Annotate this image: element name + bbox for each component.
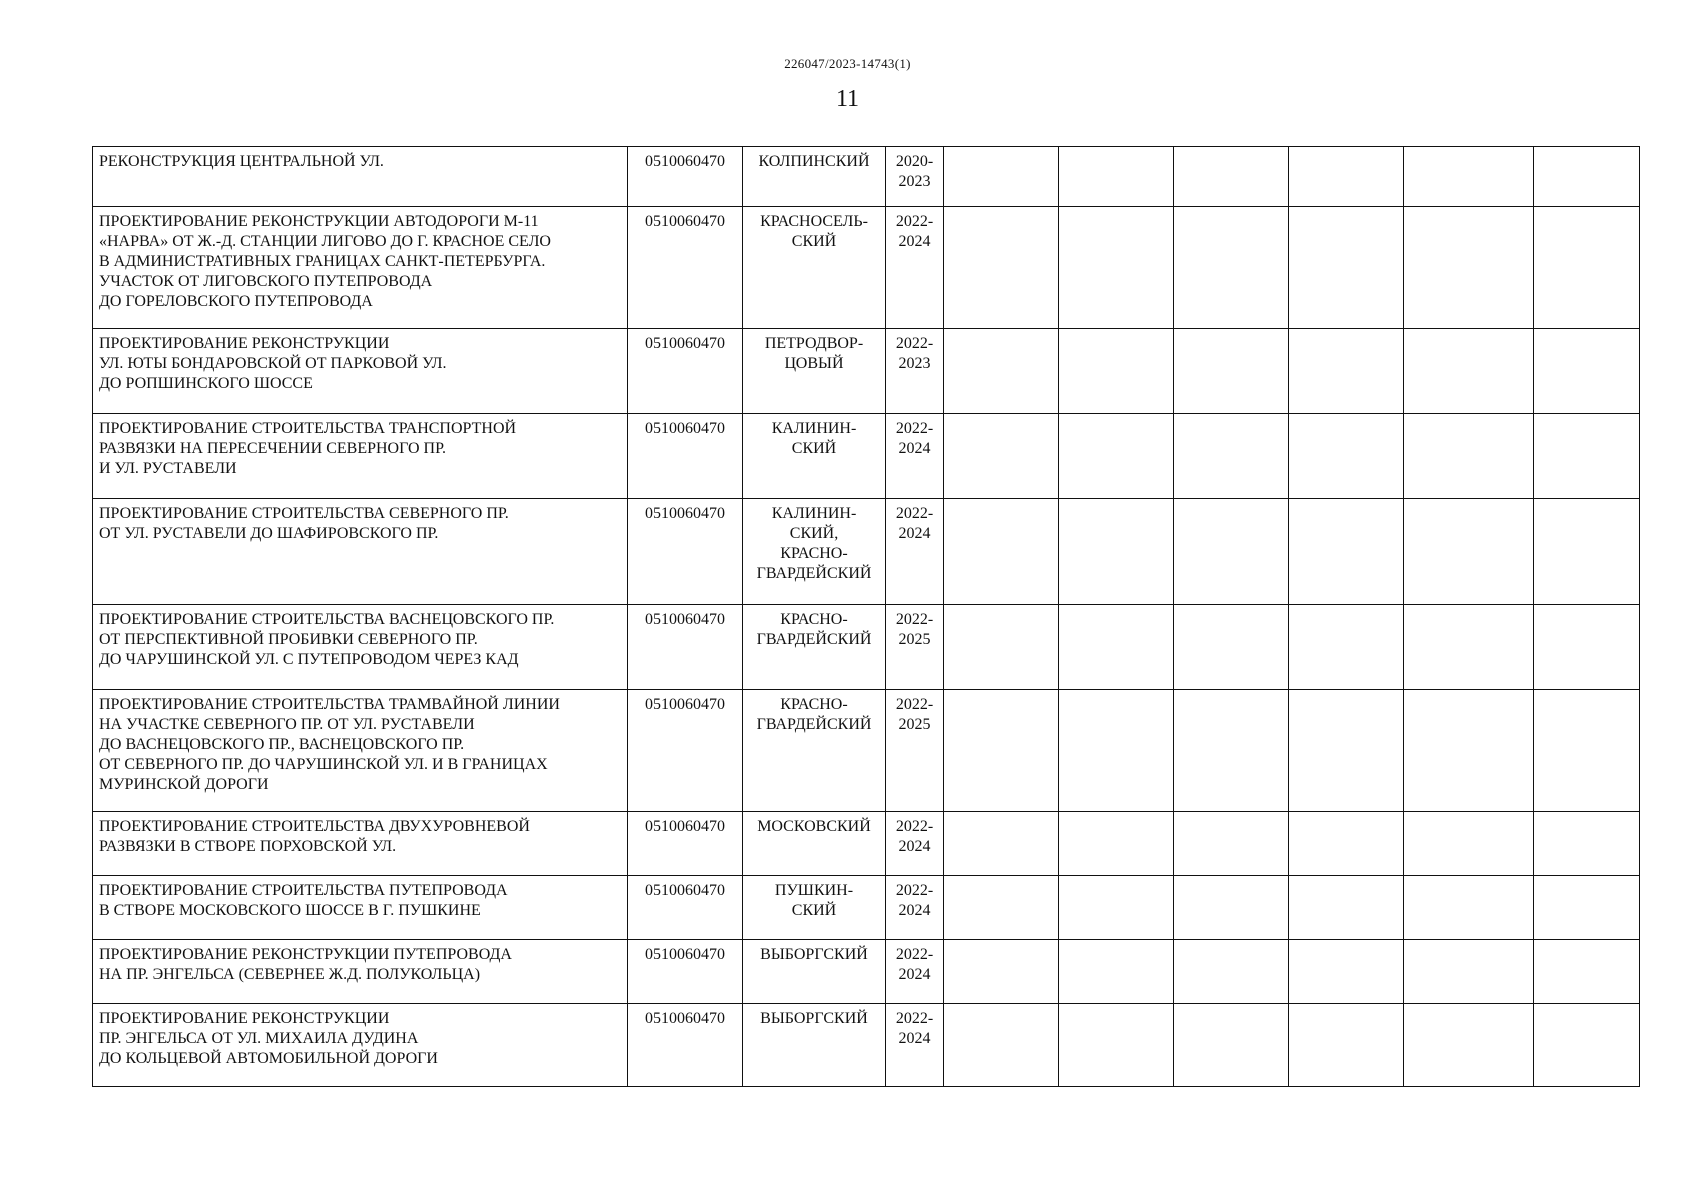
budget-code-cell: 0510060470 [628, 690, 743, 812]
empty-value-cell [1404, 940, 1534, 1004]
empty-value-cell [1289, 1004, 1404, 1087]
empty-value-cell [944, 329, 1059, 414]
projects-table [92, 146, 1640, 1087]
project-name-cell: ПРОЕКТИРОВАНИЕ СТРОИТЕЛЬСТВА ТРАНСПОРТНОЙ РАЗВЯЗКИ НА ПЕРЕСЕЧЕНИИ СЕВЕРНОГО ПР. И УЛ. РУСТАВЕЛИ [93, 414, 628, 499]
empty-value-cell [944, 147, 1059, 207]
empty-value-cell [1174, 147, 1289, 207]
period-cell: 2022- 2025 [886, 605, 944, 690]
project-name-cell: ПРОЕКТИРОВАНИЕ СТРОИТЕЛЬСТВА ВАСНЕЦОВСКОГО ПР. ОТ ПЕРСПЕКТИВНОЙ ПРОБИВКИ СЕВЕРНОГО ПР. ДО ЧАРУШИНСКОЙ УЛ. С ПУТЕПРОВОДОМ ЧЕРЕЗ КАД [93, 605, 628, 690]
district-cell: КАЛИНИН- СКИЙ [743, 414, 886, 499]
empty-value-cell [1404, 414, 1534, 499]
empty-value-cell [1174, 940, 1289, 1004]
empty-value-cell [944, 414, 1059, 499]
empty-value-cell [1059, 147, 1174, 207]
empty-value-cell [1289, 605, 1404, 690]
empty-value-cell [1059, 605, 1174, 690]
empty-value-cell [1289, 207, 1404, 329]
budget-code-cell: 0510060470 [628, 940, 743, 1004]
empty-value-cell [1534, 329, 1640, 414]
budget-code-cell: 0510060470 [628, 499, 743, 605]
empty-value-cell [1404, 812, 1534, 876]
project-name-cell: ПРОЕКТИРОВАНИЕ СТРОИТЕЛЬСТВА ПУТЕПРОВОДА В СТВОРЕ МОСКОВСКОГО ШОССЕ В Г. ПУШКИНЕ [93, 876, 628, 940]
empty-value-cell [1059, 876, 1174, 940]
district-cell: КРАСНО- ГВАРДЕЙСКИЙ [743, 605, 886, 690]
empty-value-cell [1289, 940, 1404, 1004]
table-row [93, 414, 1640, 499]
empty-value-cell [1059, 207, 1174, 329]
period-cell: 2022- 2024 [886, 940, 944, 1004]
budget-code-cell: 0510060470 [628, 605, 743, 690]
empty-value-cell [1289, 812, 1404, 876]
empty-value-cell [1404, 1004, 1534, 1087]
empty-value-cell [1534, 1004, 1640, 1087]
district-cell: ВЫБОРГСКИЙ [743, 940, 886, 1004]
empty-value-cell [1534, 207, 1640, 329]
empty-value-cell [1534, 876, 1640, 940]
table-row [93, 207, 1640, 329]
empty-value-cell [1534, 940, 1640, 1004]
empty-value-cell [1289, 414, 1404, 499]
project-name-cell: ПРОЕКТИРОВАНИЕ СТРОИТЕЛЬСТВА ДВУХУРОВНЕВОЙ РАЗВЯЗКИ В СТВОРЕ ПОРХОВСКОЙ УЛ. [93, 812, 628, 876]
empty-value-cell [1174, 414, 1289, 499]
budget-code-cell: 0510060470 [628, 876, 743, 940]
empty-value-cell [944, 940, 1059, 1004]
empty-value-cell [1174, 499, 1289, 605]
district-cell: ПУШКИН- СКИЙ [743, 876, 886, 940]
empty-value-cell [1534, 147, 1640, 207]
empty-value-cell [944, 499, 1059, 605]
budget-code-cell: 0510060470 [628, 207, 743, 329]
period-cell: 2022- 2024 [886, 812, 944, 876]
empty-value-cell [944, 605, 1059, 690]
district-cell: КОЛПИНСКИЙ [743, 147, 886, 207]
budget-code-cell: 0510060470 [628, 812, 743, 876]
period-cell: 2022- 2024 [886, 499, 944, 605]
empty-value-cell [1059, 1004, 1174, 1087]
project-name-cell: ПРОЕКТИРОВАНИЕ РЕКОНСТРУКЦИИ АВТОДОРОГИ М-11 «НАРВА» ОТ Ж.-Д. СТАНЦИИ ЛИГОВО ДО Г. КРАСНОЕ СЕЛО В АДМИНИСТРАТИВНЫХ ГРАНИЦАХ САНКТ-ПЕТЕРБУРГА. УЧАСТОК ОТ ЛИГОВСКОГО ПУТЕПРОВОДА ДО ГОРЕЛОВСКОГО ПУТЕПРОВОДА [93, 207, 628, 329]
empty-value-cell [1534, 499, 1640, 605]
budget-code-cell: 0510060470 [628, 1004, 743, 1087]
empty-value-cell [1174, 876, 1289, 940]
document-registration-number: 226047/2023-14743(1) [784, 56, 911, 71]
empty-value-cell [1289, 690, 1404, 812]
period-cell: 2022- 2024 [886, 876, 944, 940]
table-row [93, 812, 1640, 876]
budget-code-cell: 0510060470 [628, 329, 743, 414]
district-cell: ПЕТРОДВОР- ЦОВЫЙ [743, 329, 886, 414]
empty-value-cell [1534, 812, 1640, 876]
empty-value-cell [1534, 690, 1640, 812]
empty-value-cell [1404, 329, 1534, 414]
empty-value-cell [944, 1004, 1059, 1087]
project-name-cell: ПРОЕКТИРОВАНИЕ РЕКОНСТРУКЦИИ ПР. ЭНГЕЛЬСА ОТ УЛ. МИХАИЛА ДУДИНА ДО КОЛЬЦЕВОЙ АВТОМОБИЛЬНОЙ ДОРОГИ [93, 1004, 628, 1087]
table-row [93, 499, 1640, 605]
period-cell: 2022- 2024 [886, 1004, 944, 1087]
project-name-cell: ПРОЕКТИРОВАНИЕ РЕКОНСТРУКЦИИ УЛ. ЮТЫ БОНДАРОВСКОЙ ОТ ПАРКОВОЙ УЛ. ДО РОПШИНСКОГО ШОССЕ [93, 329, 628, 414]
period-cell: 2020- 2023 [886, 147, 944, 207]
empty-value-cell [944, 207, 1059, 329]
table-row [93, 690, 1640, 812]
period-cell: 2022- 2025 [886, 690, 944, 812]
empty-value-cell [1174, 690, 1289, 812]
empty-value-cell [1289, 329, 1404, 414]
table-body [93, 147, 1640, 1087]
empty-value-cell [1289, 876, 1404, 940]
table-row [93, 940, 1640, 1004]
empty-value-cell [1059, 499, 1174, 605]
empty-value-cell [1404, 690, 1534, 812]
empty-value-cell [1174, 812, 1289, 876]
project-name-cell: РЕКОНСТРУКЦИЯ ЦЕНТРАЛЬНОЙ УЛ. [93, 147, 628, 207]
empty-value-cell [944, 876, 1059, 940]
empty-value-cell [1534, 414, 1640, 499]
period-cell: 2022- 2024 [886, 414, 944, 499]
table-row [93, 1004, 1640, 1087]
project-name-cell: ПРОЕКТИРОВАНИЕ СТРОИТЕЛЬСТВА ТРАМВАЙНОЙ ЛИНИИ НА УЧАСТКЕ СЕВЕРНОГО ПР. ОТ УЛ. РУСТАВЕЛИ ДО ВАСНЕЦОВСКОГО ПР., ВАСНЕЦОВСКОГО ПР. ОТ СЕВЕРНОГО ПР. ДО ЧАРУШИНСКОЙ УЛ. И В ГРАНИЦАХ МУРИНСКОЙ ДОРОГИ [93, 690, 628, 812]
table-row [93, 329, 1640, 414]
empty-value-cell [1404, 605, 1534, 690]
empty-value-cell [1404, 499, 1534, 605]
empty-value-cell [1404, 876, 1534, 940]
project-name-cell: ПРОЕКТИРОВАНИЕ СТРОИТЕЛЬСТВА СЕВЕРНОГО ПР. ОТ УЛ. РУСТАВЕЛИ ДО ШАФИРОВСКОГО ПР. [93, 499, 628, 605]
table-row [93, 147, 1640, 207]
empty-value-cell [1404, 147, 1534, 207]
district-cell: КРАСНОСЕЛЬ- СКИЙ [743, 207, 886, 329]
empty-value-cell [1174, 207, 1289, 329]
empty-value-cell [944, 690, 1059, 812]
table-row [93, 605, 1640, 690]
empty-value-cell [1289, 147, 1404, 207]
empty-value-cell [1534, 605, 1640, 690]
budget-code-cell: 0510060470 [628, 147, 743, 207]
empty-value-cell [1059, 329, 1174, 414]
district-cell: МОСКОВСКИЙ [743, 812, 886, 876]
empty-value-cell [1404, 207, 1534, 329]
district-cell: КАЛИНИН- СКИЙ, КРАСНО- ГВАРДЕЙСКИЙ [743, 499, 886, 605]
budget-code-cell: 0510060470 [628, 414, 743, 499]
page-number: 11 [835, 86, 860, 112]
period-cell: 2022- 2023 [886, 329, 944, 414]
empty-value-cell [1059, 414, 1174, 499]
district-cell: КРАСНО- ГВАРДЕЙСКИЙ [743, 690, 886, 812]
district-cell: ВЫБОРГСКИЙ [743, 1004, 886, 1087]
empty-value-cell [1059, 940, 1174, 1004]
empty-value-cell [944, 812, 1059, 876]
empty-value-cell [1059, 690, 1174, 812]
empty-value-cell [1174, 1004, 1289, 1087]
empty-value-cell [1059, 812, 1174, 876]
table-row [93, 876, 1640, 940]
period-cell: 2022- 2024 [886, 207, 944, 329]
empty-value-cell [1289, 499, 1404, 605]
project-name-cell: ПРОЕКТИРОВАНИЕ РЕКОНСТРУКЦИИ ПУТЕПРОВОДА НА ПР. ЭНГЕЛЬСА (СЕВЕРНЕЕ Ж.Д. ПОЛУКОЛЬЦА) [93, 940, 628, 1004]
empty-value-cell [1174, 605, 1289, 690]
empty-value-cell [1174, 329, 1289, 414]
